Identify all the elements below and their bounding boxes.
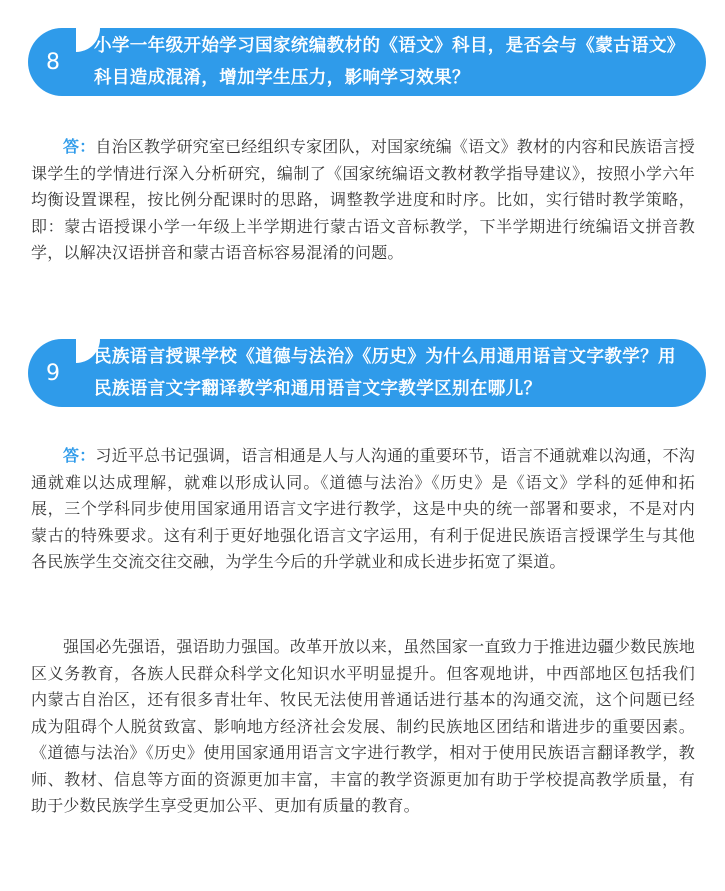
answer-9-paragraph-1 <box>31 443 695 576</box>
answer-text: 自治区教学研究室已经组织专家团队，对国家统编《语文》教材的内容和民族语言授课学生的学情进行深入分析研究，编制了《国家统编语文教材教学指导建议》，按照小学六年均衡设置课程，按比例分配课时的思路，调整教学进度和时序。比如，实行错时教学策略，即：蒙古语授课小学一年级上半学期进行蒙古语文音标教学，下半学期进行统编语文拼音教学，以解决汉语拼音和蒙古语音标容易混淆的问题。 <box>31 137 696 262</box>
question-text: 民族语言授课学校《道德与法治》《历史》为什么用通用语言文字教学？用民族语言文字翻译教学和通用语言文字教学区别在哪儿？ <box>94 347 676 399</box>
answer-text: 强国必先强语，强语助力强国。改革开放以来，虽然国家一直致力于推进边疆少数民族地区义务教育，各族人民群众科学文化知识水平明显提升。但客观地讲，中西部地区包括我们内蒙古自治区，还有很多青壮年、牧民无法使用普通话进行基本的沟通交流，这个问题已经成为阻碍个人脱贫致富、影响地方经济社会发展、制约民族地区团结和谐进步的重要因素。《道德与法治》《历史》使用国家通用语言文字进行教学，相对于使用民族语言翻译教学，教师、教材、信息等方面的资源更加丰富，丰富的教学资源更加有助于学校提高教学质量，有助于少数民族学生享受更加公平、更加有质量的教育。 <box>31 637 695 815</box>
answer-8-paragraph <box>31 134 695 267</box>
answer-label: 答： <box>63 446 96 465</box>
question-number: 8 <box>46 49 60 75</box>
question-number: 9 <box>46 360 60 386</box>
answer-text: 习近平总书记强调，语言相通是人与人沟通的重要环节，语言不通就难以沟通，不沟通就难以达成理解，就难以形成认同。《道德与法治》《历史》是《语文》学科的延伸和拓展，三个学科同步使用国家通用语言文字进行教学，这是中央的统一部署和要求，不是对内蒙古的特殊要求。这有利于更好地强化语言文字运用，有利于促进民族语言授课学生与其他各民族学生交流交往交融，为学生今后的升学就业和成长进步拓宽了渠道。 <box>31 446 696 571</box>
question-9-banner <box>28 339 706 407</box>
question-8-banner <box>28 28 706 96</box>
answer-9-paragraph-2 <box>31 634 695 820</box>
question-text: 小学一年级开始学习国家统编教材的《语文》科目，是否会与《蒙古语文》科目造成混淆，增加学生压力，影响学习效果？ <box>94 36 685 88</box>
answer-label: 答： <box>63 137 96 156</box>
